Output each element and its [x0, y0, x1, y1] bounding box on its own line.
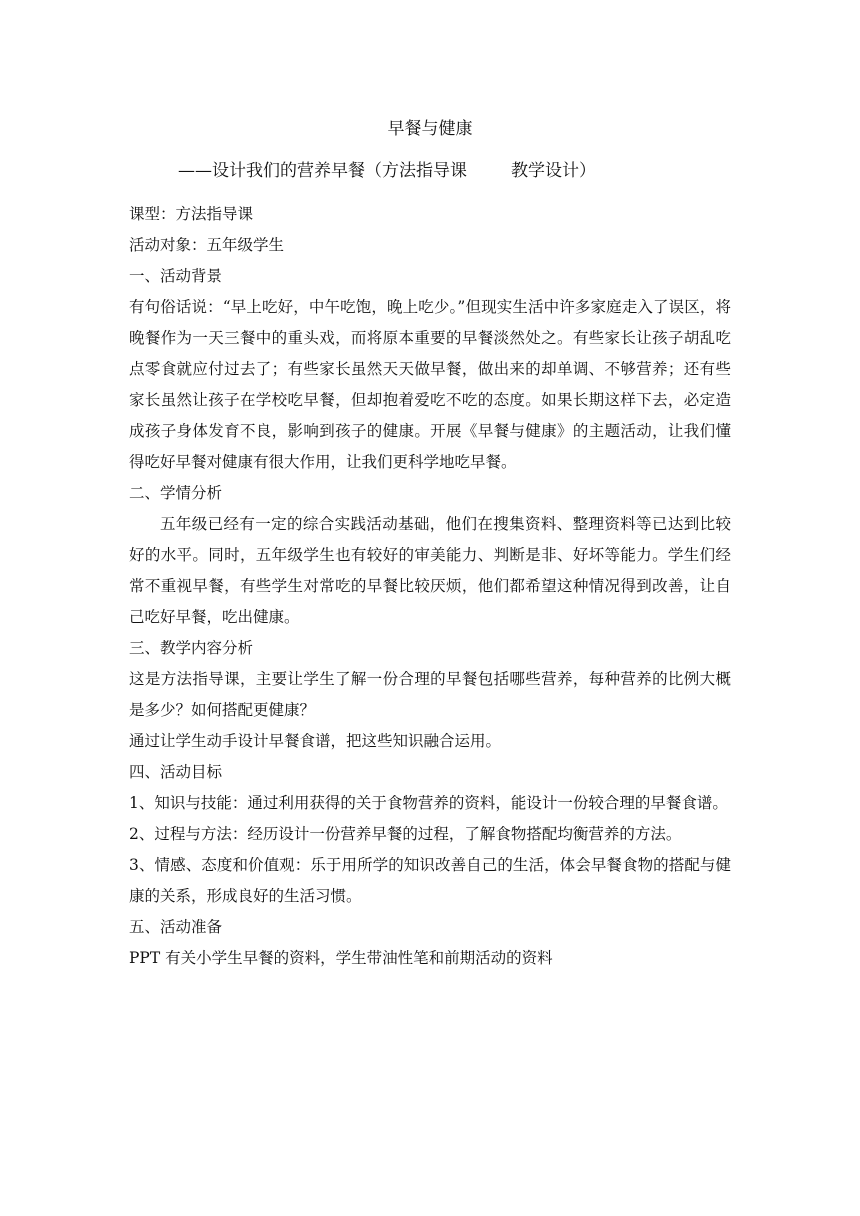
section-heading-student-analysis: 二、学情分析 [129, 484, 223, 502]
document-subtitle [178, 158, 738, 184]
preparation-paragraph: PPT 有关小学生早餐的资料，学生带油性笔和前期活动的资料 [129, 949, 553, 967]
document-body [129, 199, 731, 974]
lesson-type: 课型：方法指导课 [129, 205, 254, 223]
content-analysis-paragraph-2: 通过让学生动手设计早餐食谱，把这些知识融合运用。 [129, 732, 502, 750]
subtitle-main: ——设计我们的营养早餐（方法指导课 [178, 161, 467, 181]
student-analysis-paragraph: 五年级已经有一定的综合实践活动基础，他们在搜集资料、整理资料等已达到比较好的水平。同时，五年级学生也有较好的审美能力、判断是非、好坏等能力。学生们经常不重视早餐，有些学生对常吃的早餐比较厌烦，他们都希望这种情况得到改善，让自己吃好早餐，吃出健康。 [129, 515, 731, 626]
subtitle-tail: 教学设计） [511, 161, 596, 181]
section-heading-preparation: 五、活动准备 [129, 918, 223, 936]
objective-attitudes-values: 3、情感、态度和价值观：乐于用所学的知识改善自己的生活，体会早餐食物的搭配与健康的关系，形成良好的生活习惯。 [129, 856, 731, 905]
section-heading-background: 一、活动背景 [129, 267, 223, 285]
document-title: 早餐与健康 [387, 119, 473, 139]
section-heading-objectives: 四、活动目标 [129, 763, 223, 781]
content-analysis-paragraph-1: 这是方法指导课，主要让学生了解一份合理的早餐包括哪些营养，每种营养的比例大概是多少？如何搭配更健康？ [129, 670, 731, 719]
objective-process-methods: 2、过程与方法：经历设计一份营养早餐的过程，了解食物搭配均衡营养的方法。 [129, 825, 682, 843]
background-paragraph: 有句俗话说：“早上吃好，中午吃饱，晚上吃少。”但现实生活中许多家庭走入了误区，将晚餐作为一天三餐中的重头戏，而将原本重要的早餐淡然处之。有些家长让孩子胡乱吃点零食就应付过去了；有些家长虽然天天做早餐，做出来的却单调、不够营养；还有些家长虽然让孩子在学校吃早餐，但却抱着爱吃不吃的态度。如果长期这样下去，必定造成孩子身体发育不良，影响到孩子的健康。开展《早餐与健康》的主题活动，让我们懂得吃好早餐对健康有很大作用，让我们更科学地吃早餐。 [129, 298, 731, 471]
activity-audience: 活动对象：五年级学生 [129, 236, 285, 254]
section-heading-content-analysis: 三、教学内容分析 [129, 639, 254, 657]
objective-knowledge-skills: 1、知识与技能：通过利用获得的关于食物营养的资料，能设计一份较合理的早餐食谱。 [129, 794, 728, 812]
